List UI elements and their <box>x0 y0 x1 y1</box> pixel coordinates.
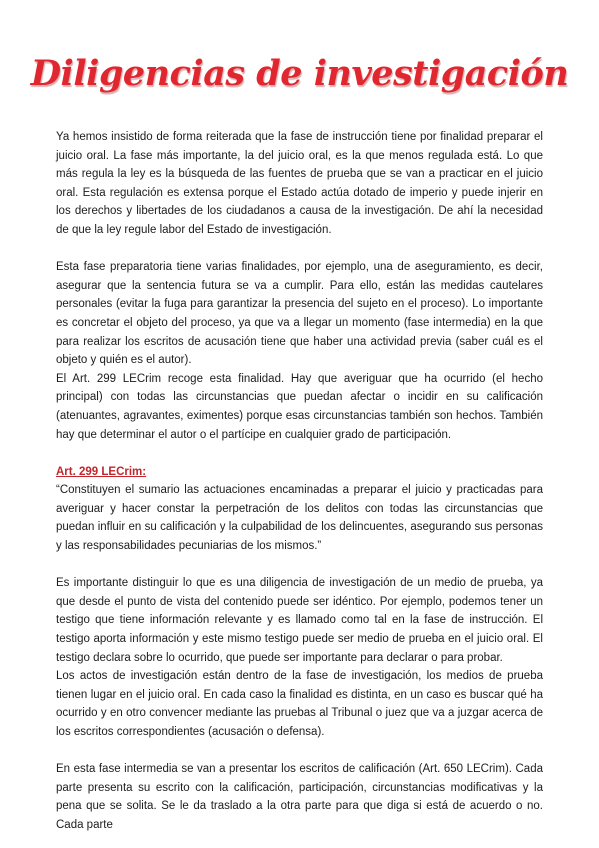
section-heading-art-299: Art. 299 LECrim: <box>56 465 147 478</box>
paragraph-spacer <box>56 556 543 575</box>
document-body <box>56 128 543 835</box>
paragraph-preparatory-phase: Esta fase preparatoria tiene varias finalidades, por ejemplo, una de aseguramiento, es decir, asegurar que la sentencia futura se va a cumplir. Para ello, están las medidas cautelares personales (evitar la fuga para garantizar la presencia del sujeto en el proceso). Lo importante es concretar el objeto del proceso, ya que va a llegar un momento (fase intermedia) en la que para realizar los escritos de acusación tiene que haber una actividad previa (saber cuál es el objeto y quién es el autor). <box>56 261 543 367</box>
paragraph-investigation-acts: Los actos de investigación están dentro de la fase de investigación, los medios de prueba tienen lugar en el juicio oral. En cada caso la finalidad es distinta, en un caso es buscar qué ha ocurrido y en otro convencer mediante las pruebas al Tribunal o juez que va a juzgar acerca de los escritos correspondientes (acusación o defensa). <box>56 670 543 738</box>
document-title: Diligencias de investigación <box>30 53 569 94</box>
paragraph-spacer <box>56 742 543 761</box>
paragraph-intermediate-phase: En esta fase intermedia se van a presentar los escritos de calificación (Art. 650 LECrim). Cada parte presenta su escrito con la calificación, participación, circunstancias modificativas y la pena que se solita. Se le da traslado a la otra parte para que diga si está de acuerdo o no. Cada parte <box>56 763 543 831</box>
paragraph-investigation-vs-evidence: Es importante distinguir lo que es una diligencia de investigación de un medio de prueba, ya que desde el punto de vista del contenido puede ser idéntico. Por ejemplo, podemos tener un testigo que tiene información relevante y es llamado como tal en la fase de instrucción. El testigo aporta información y este mismo testigo puede ser medio de prueba en el juicio oral. El testigo declara sobre lo ocurrido, que puede ser importante para declarar o para probar. <box>56 577 543 664</box>
paragraph-spacer <box>56 444 543 463</box>
paragraph-intro: Ya hemos insistido de forma reiterada que la fase de instrucción tiene por finalidad preparar el juicio oral. La fase más importante, la del juicio oral, es la que menos regulada está. Lo que más regula la ley es la búsqueda de las fuentes de prueba que se van a practicar en el juicio oral. Esta regulación es extensa porque el Estado actúa dotado de imperio y puede injerir en los derechos y libertades de los ciudadanos a causa de la investigación. De ahí la necesidad de que la ley regule labor del Estado de investigación. <box>56 131 543 236</box>
paragraph-spacer <box>56 240 543 259</box>
quote-art-299: “Constituyen el sumario las actuaciones encaminadas a preparar el juicio y practicadas para averiguar y hacer constar la perpetración de los delitos con todas las circunstancias que puedan influir en su calificación y la culpabilidad de los delincuentes, asegurando sus personas y las responsabilidades pecuniarias de los mismos.” <box>56 484 543 553</box>
paragraph-art-299-purpose: El Art. 299 LECrim recoge esta finalidad. Hay que averiguar que ha ocurrido (el hecho principal) con todas las circunstancias que puedan afectar o incidir en su calificación (atenuantes, agravantes, eximentes) porque esas circunstancias también son hechos. También hay que determinar el autor o el partícipe en cualquier grado de participación. <box>56 372 543 441</box>
